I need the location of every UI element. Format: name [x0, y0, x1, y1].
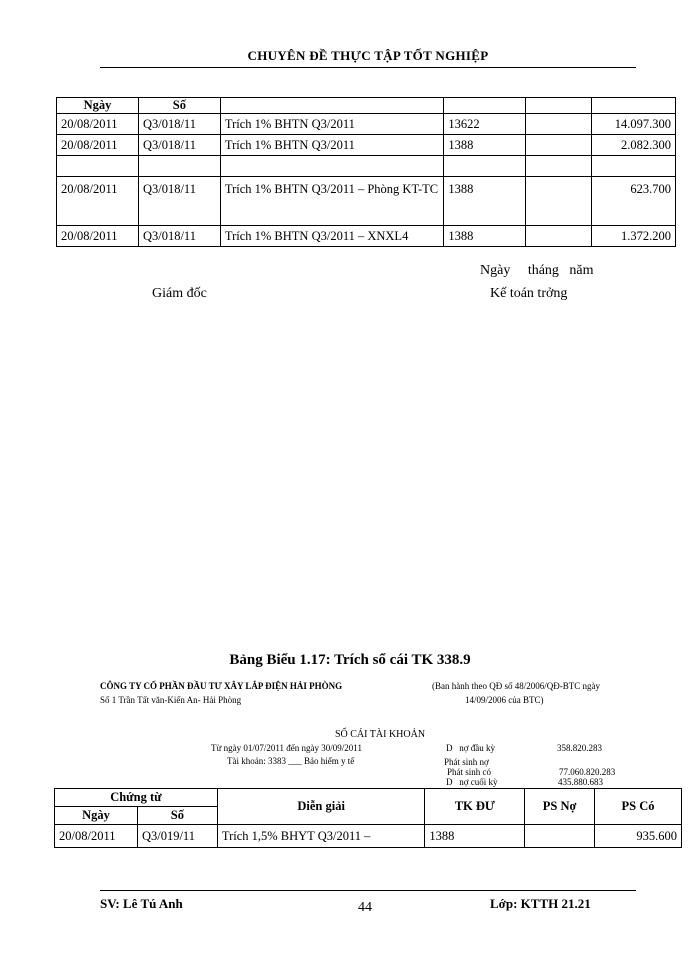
empty-row: [57, 156, 676, 177]
page-number: 44: [358, 900, 372, 915]
opening-balance-label: D nợ đầu kỳ: [446, 743, 496, 753]
header-date: Ngày: [57, 98, 139, 114]
header-rule: [100, 67, 636, 68]
regulation-line-1: (Ban hành theo QĐ số 48/2006/QĐ-BTC ngày: [432, 681, 600, 691]
company-address: Số 1 Trần Tất văn-Kiến An- Hải Phòng: [100, 695, 242, 705]
footer-rule: [100, 890, 636, 891]
document-header-title: CHUYÊN ĐỀ THỰC TẬP TỐT NGHIỆP: [247, 48, 489, 63]
header-debit: PS Nợ: [525, 789, 595, 825]
closing-balance-value: 435.880.683: [558, 777, 603, 787]
table-row: 20/08/2011 Q3/019/11 Trích 1,5% BHYT Q3/2011 – 1388 935.600: [55, 825, 682, 848]
company-name: CÔNG TY CỔ PHẦN ĐẦU TƯ XÂY LẮP ĐIỆN HẢI PHÒNG: [100, 681, 343, 691]
regulation-line-2: 14/09/2006 của BTC): [465, 695, 544, 705]
ledger-excerpt-table: [56, 97, 676, 247]
table-row: 20/08/2011 Q3/018/11 Trích 1% BHTN Q3/2011 1388 2.082.300: [57, 135, 676, 156]
footer-student: SV: Lê Tú Anh: [100, 896, 183, 911]
table-header-row: [55, 789, 682, 807]
credit-movement-label: Phát sinh có: [447, 767, 491, 777]
table-row: 20/08/2011 Q3/018/11 Trích 1% BHTN Q3/2011 13622 14.097.300: [57, 114, 676, 135]
header-number: Số: [138, 98, 220, 114]
header-date: Ngày: [55, 807, 138, 825]
signature-date-line: Ngày tháng năm: [480, 263, 594, 278]
debit-movement-label: Phát sinh nợ: [444, 757, 489, 767]
accountant-signature-label: Kế toán trởng: [490, 286, 568, 301]
opening-balance-value: 358.820.283: [557, 743, 602, 753]
credit-movement-value: 77.060.820.283: [559, 767, 616, 777]
header-description: Diễn giải: [217, 789, 425, 825]
director-signature-label: Giám đốc: [152, 286, 207, 301]
ledger-title: SỔ CÁI TÀI KHOẢN: [334, 729, 426, 740]
ledger-account-table: [54, 788, 682, 848]
header-voucher: Chứng từ: [55, 789, 218, 807]
table-row: 20/08/2011 Q3/018/11 Trích 1% BHTN Q3/2011 – XNXL4 1388 1.372.200: [57, 226, 676, 247]
table-row: 20/08/2011 Q3/018/11 Trích 1% BHTN Q3/2011 – Phòng KT-TC 1388 623.700: [57, 177, 676, 226]
table-caption: Bảng Biểu 1.17: Trích sổ cái TK 338.9: [229, 652, 471, 668]
header-number: Số: [137, 807, 217, 825]
ledger-period: Từ ngày 01/07/2011 đến ngày 30/09/2011: [211, 743, 362, 753]
closing-balance-label: D nợ cuối kỳ: [446, 777, 498, 787]
ledger-account: Tài khoản: 3383 ___ Bảo hiểm y tế: [227, 756, 355, 766]
footer-class: Lớp: KTTH 21.21: [490, 896, 591, 911]
table-header-row: [57, 98, 676, 114]
header-account: TK ĐƯ: [425, 789, 525, 825]
header-credit: PS Có: [595, 789, 682, 825]
